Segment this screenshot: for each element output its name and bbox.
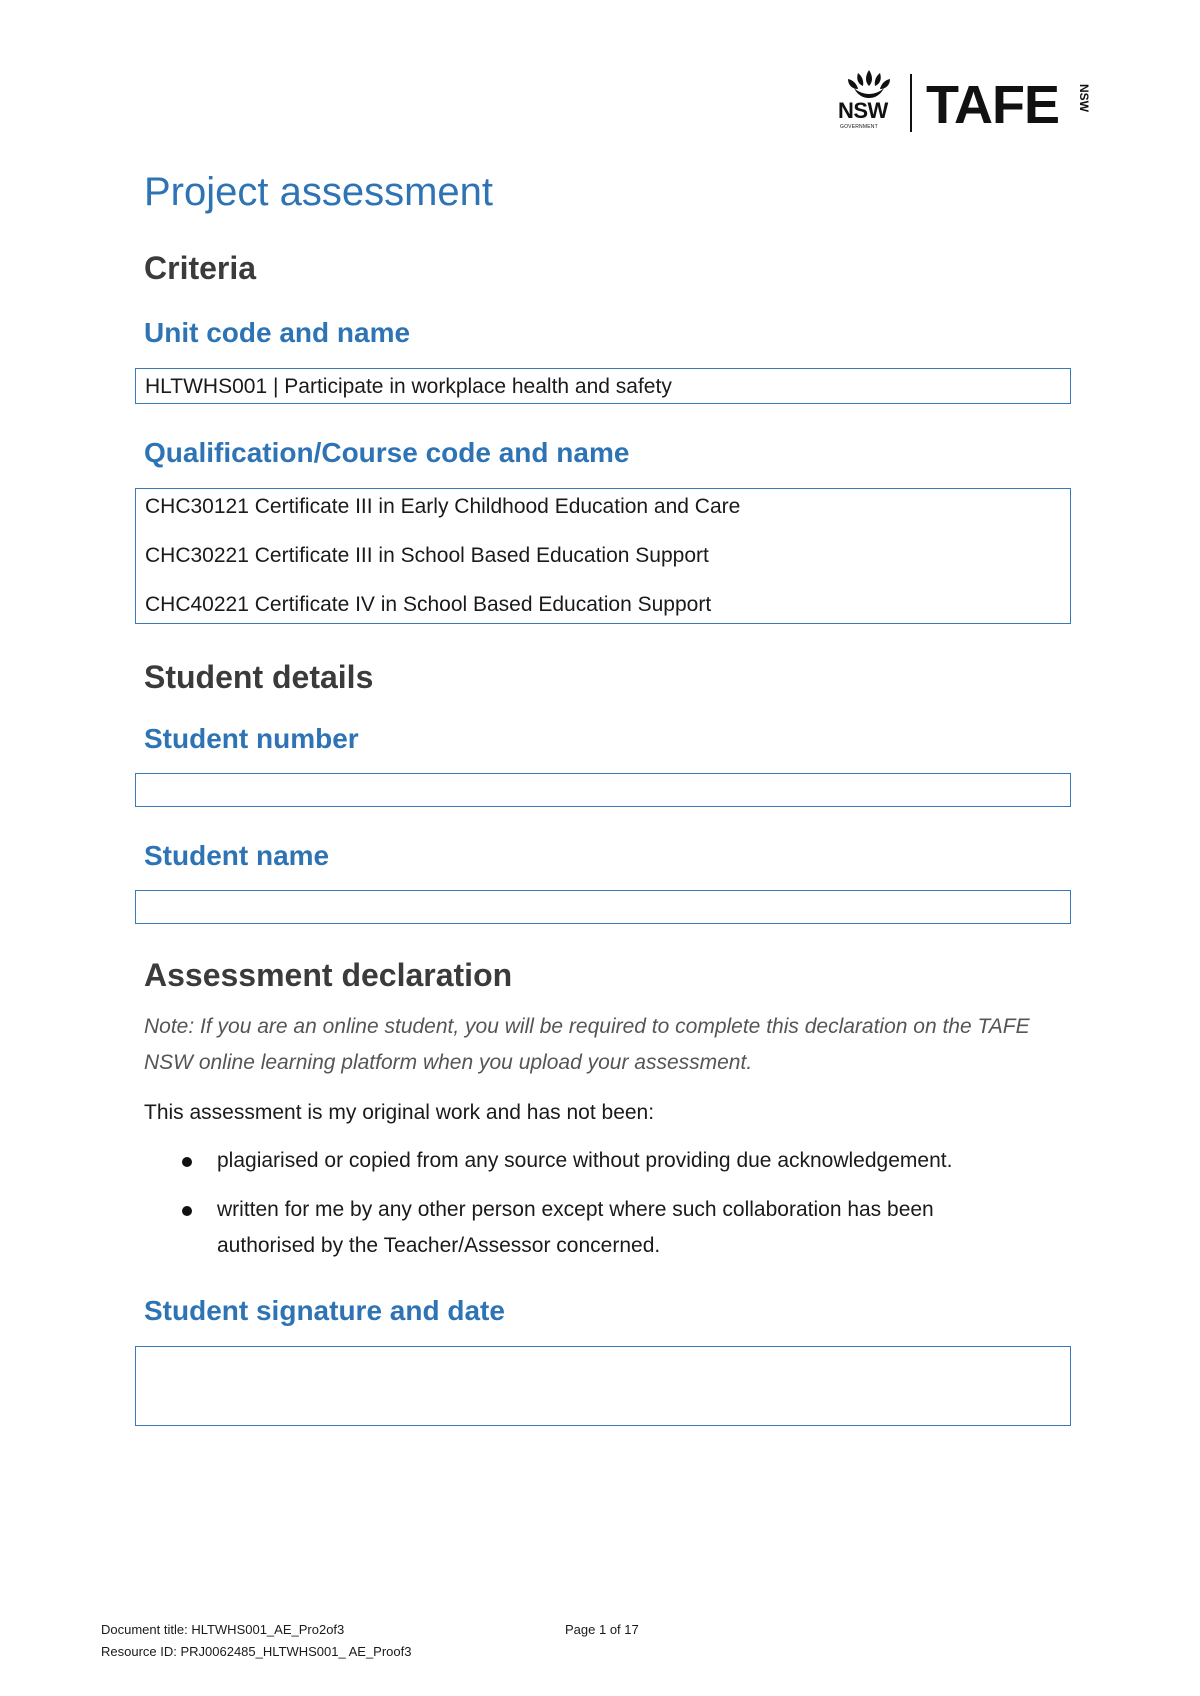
student-name-label: Student name	[144, 840, 330, 871]
tafe-nsw-wordmark: NSW	[1077, 84, 1091, 112]
unit-heading: Unit code and name	[144, 317, 411, 348]
logo-divider	[910, 74, 912, 132]
bullet-dot	[182, 1206, 192, 1216]
bullet-dot	[182, 1157, 192, 1167]
footer-document-title: Document title: HLTWHS001_AE_Pro2of3	[101, 1622, 345, 1637]
declaration-note: Note: If you are an online student, you will be required to complete this declaration on the TAFE NSW online learning platform when you upload your assessment.	[144, 1015, 1030, 1074]
student-number-field[interactable]	[135, 773, 1071, 807]
signature-label: Student signature and date	[144, 1295, 505, 1326]
qualification-heading: Qualification/Course code and name	[144, 437, 630, 468]
qualification-item: CHC40221 Certificate IV in School Based Education Support	[145, 593, 712, 616]
qualification-item: CHC30121 Certificate III in Early Childhood Education and Care	[145, 495, 741, 518]
declaration-intro: This assessment is my original work and has not been:	[144, 1101, 655, 1124]
student-details-heading: Student details	[144, 659, 374, 695]
unit-box	[135, 368, 1071, 404]
declaration-heading: Assessment declaration	[144, 957, 513, 993]
student-number-label: Student number	[144, 723, 359, 754]
student-name-field[interactable]	[135, 890, 1071, 924]
page-title: Project assessment	[144, 170, 494, 214]
nsw-wordmark: NSW	[838, 98, 888, 123]
criteria-heading: Criteria	[144, 250, 257, 286]
declaration-bullet: written for me by any other person except where such collaboration has been authorised by the Teacher/Assessor concerned.	[217, 1198, 934, 1257]
qualification-item: CHC30221 Certificate III in School Based Education Support	[145, 544, 709, 567]
footer-page-number: Page 1 of 17	[565, 1622, 639, 1637]
declaration-bullet: plagiarised or copied from any source without providing due acknowledgement.	[217, 1149, 953, 1172]
signature-field[interactable]	[135, 1346, 1071, 1426]
tafe-wordmark: TAFE	[926, 75, 1059, 135]
nsw-tafe-logo	[836, 68, 1096, 138]
unit-value: HLTWHS001 | Participate in workplace health and safety	[145, 375, 672, 398]
qualification-box	[135, 488, 1071, 624]
footer-resource-id: Resource ID: PRJ0062485_HLTWHS001_ AE_Proof3	[101, 1644, 412, 1659]
government-wordmark: GOVERNMENT	[840, 124, 878, 130]
